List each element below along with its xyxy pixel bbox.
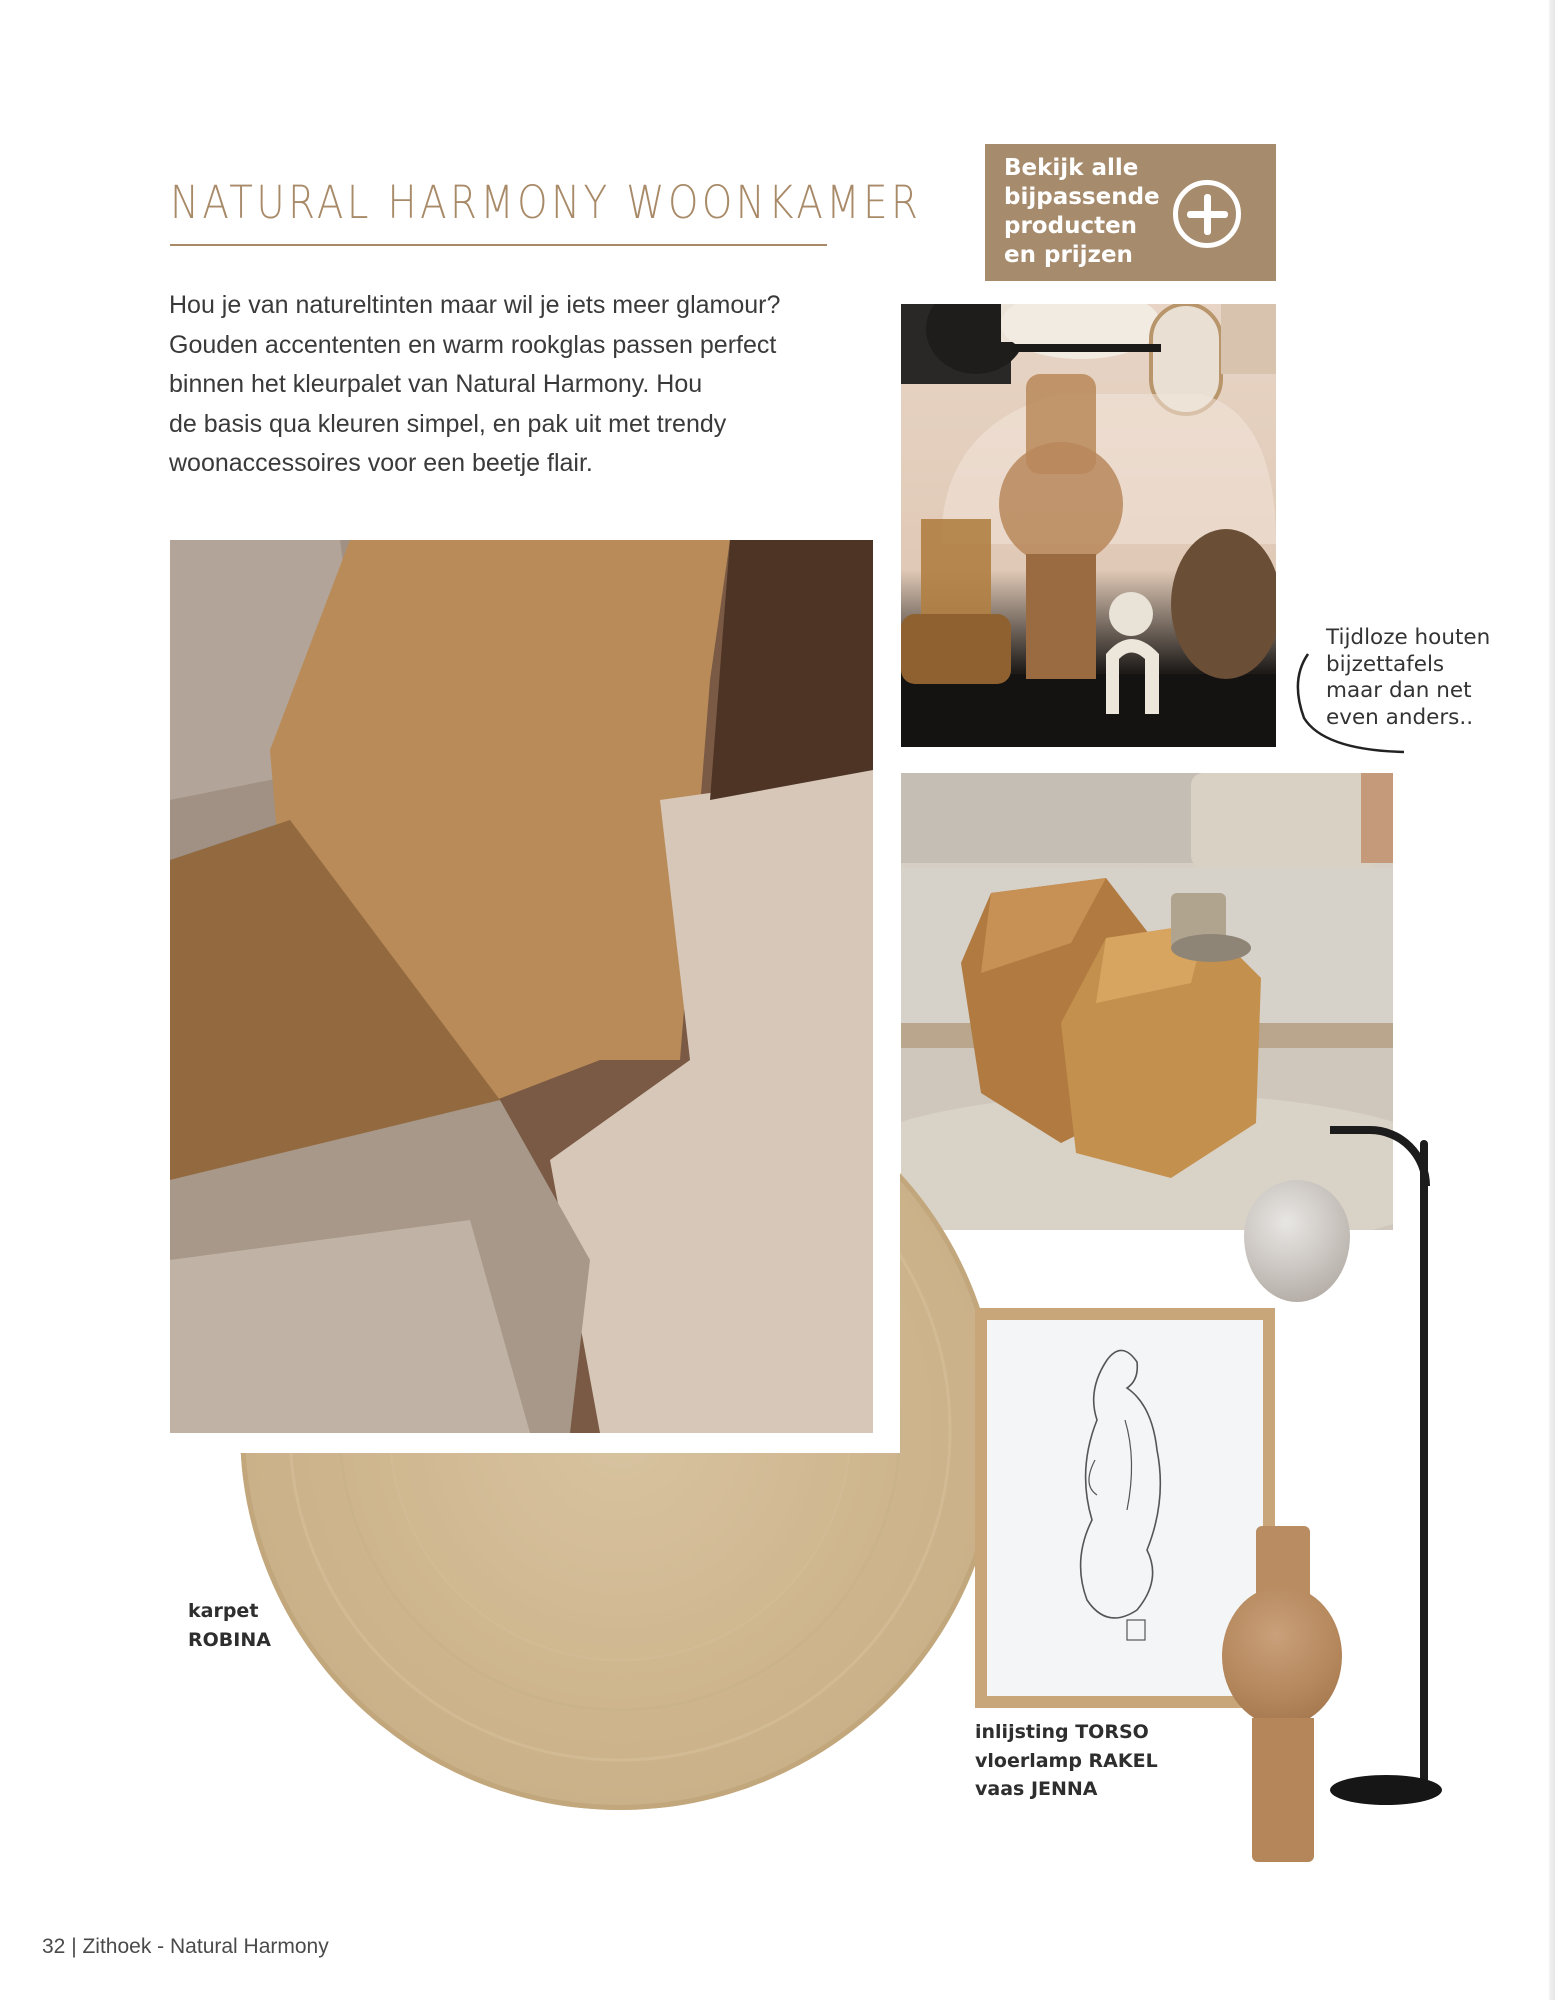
plus-circle-icon bbox=[1173, 180, 1241, 248]
products-caption bbox=[975, 1718, 1158, 1804]
page-title: NATURAL HARMONY WOONKAMER bbox=[170, 176, 922, 229]
cta-line: en prijzen bbox=[1004, 242, 1133, 268]
view-products-label bbox=[1004, 154, 1160, 270]
vase-foot bbox=[1252, 1718, 1314, 1862]
vases-illustration bbox=[901, 304, 1276, 747]
title-underline bbox=[170, 244, 827, 246]
intro-line: Gouden accententen en warm rookglas passen perfect bbox=[169, 330, 777, 359]
caption-line: inlijsting TORSO bbox=[975, 1721, 1149, 1743]
side-tables-illustration bbox=[901, 773, 1393, 1230]
note-line: Tijdloze houten bbox=[1326, 625, 1491, 650]
intro-line: Hou je van natureltinten maar wil je iets meer glamour? bbox=[169, 291, 781, 319]
lamp-base bbox=[1330, 1775, 1442, 1805]
vase-body bbox=[1222, 1586, 1342, 1726]
caption-line: vloerlamp RAKEL bbox=[975, 1749, 1158, 1772]
vases-photo bbox=[901, 304, 1276, 747]
intro-line: woonaccessoires voor een beetje flair. bbox=[169, 449, 593, 477]
rug-caption bbox=[188, 1597, 271, 1654]
page-footer: 32 | Zithoek - Natural Harmony bbox=[42, 1935, 329, 1958]
cushion-photo bbox=[170, 540, 873, 1433]
note-line: maar dan net bbox=[1326, 678, 1472, 703]
page-edge bbox=[1549, 0, 1555, 2000]
note-line: bijzettafels bbox=[1326, 651, 1445, 677]
cushion-illustration bbox=[170, 540, 873, 1433]
cta-line: producten bbox=[1004, 213, 1138, 239]
caption-line: karpet bbox=[188, 1600, 259, 1622]
intro-line: de basis qua kleuren simpel, en pak uit met trendy bbox=[169, 409, 727, 438]
lamp-pole bbox=[1420, 1140, 1428, 1790]
note-line: even anders.. bbox=[1326, 704, 1474, 730]
side-tables-note bbox=[1326, 625, 1526, 731]
side-tables-photo bbox=[901, 773, 1393, 1230]
lamp-glass-shade bbox=[1244, 1180, 1350, 1302]
lamp-arm bbox=[1330, 1126, 1430, 1186]
view-products-button[interactable] bbox=[985, 144, 1276, 281]
jenna-vase-image bbox=[1222, 1526, 1342, 1862]
intro-paragraph bbox=[169, 286, 849, 484]
caption-line: ROBINA bbox=[188, 1628, 271, 1651]
caption-line: vaas JENNA bbox=[975, 1778, 1098, 1800]
intro-line: binnen het kleurpalet van Natural Harmony. Hou bbox=[169, 370, 703, 398]
cta-line: Bekijk alle bbox=[1004, 155, 1139, 181]
cta-line: bijpassende bbox=[1004, 184, 1160, 210]
